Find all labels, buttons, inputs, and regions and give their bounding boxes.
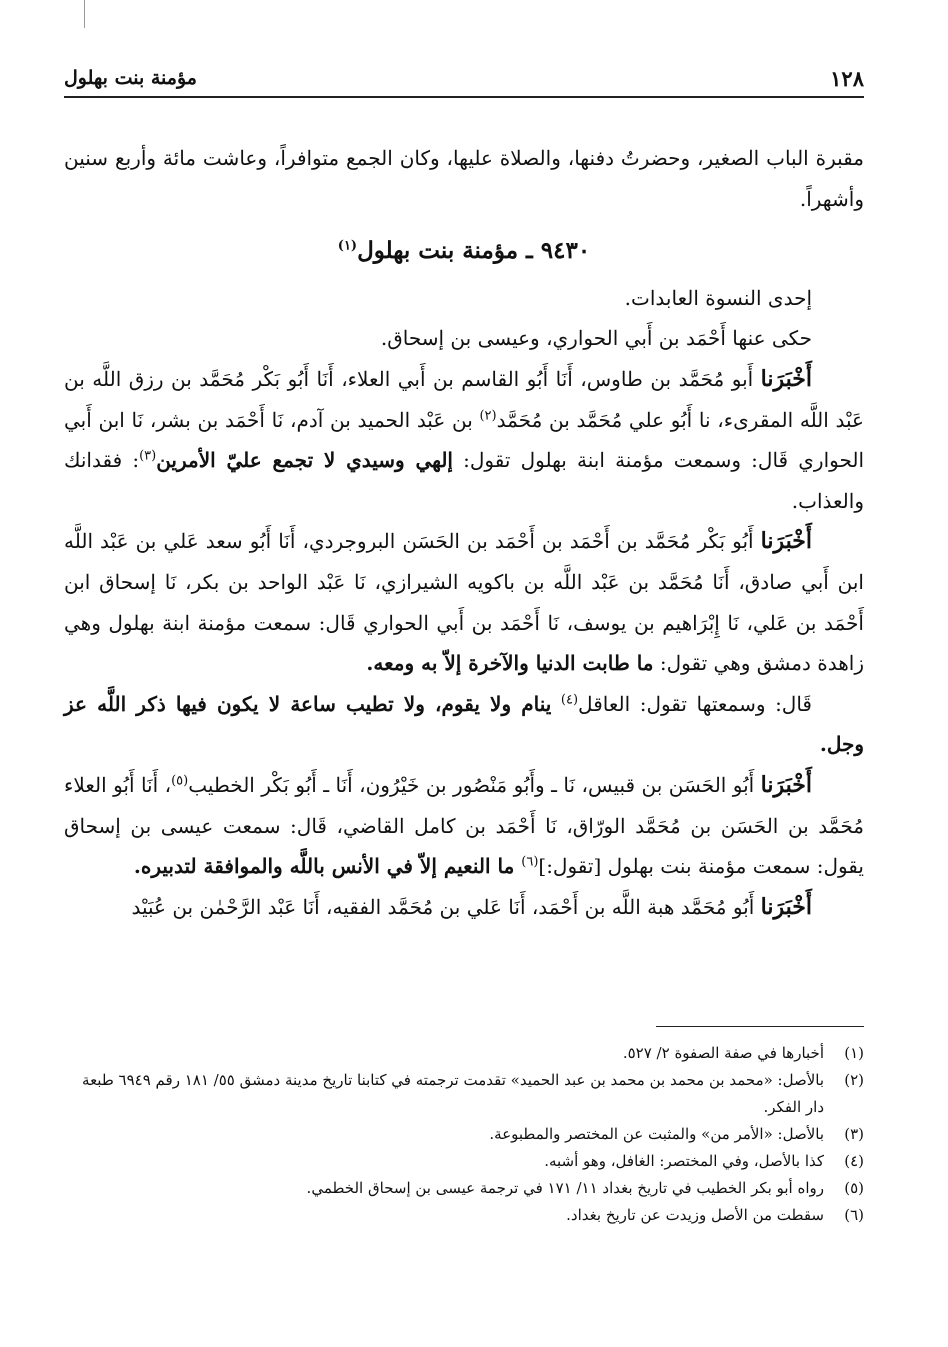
page-header [64, 60, 864, 98]
footnote-text: سقطت من الأصل وزيدت عن تاريخ بغداد. [566, 1206, 824, 1224]
footnote [64, 1202, 864, 1229]
footnote-ref-6: (٦) [521, 854, 539, 870]
footnote-number: (٦) [844, 1206, 864, 1224]
footnotes [64, 1040, 864, 1229]
book-page [64, 0, 864, 1347]
footnote-number: (٥) [844, 1179, 864, 1197]
footnote-number: (٢) [844, 1071, 864, 1089]
paragraph-report-3 [64, 684, 864, 765]
entry-heading [64, 231, 864, 272]
footnote-separator [656, 1026, 864, 1027]
footnote-text: بالأصل: «محمد بن محمد بن محمد بن عبد الحميد» تقدمت ترجمته في كتابنا تاريخ مدينة دمشق ٥٥/ ١٨١ رقم ٦٩٤٩ طبعة دار الفكر. [82, 1071, 824, 1116]
footnote-ref-1: (١) [337, 238, 358, 254]
quote-text: ينام ولا يقوم، ولا تطيب ساعة لا يكون فيها ذكر اللَّه عز وجل. [64, 691, 864, 757]
chain-text: أَبو مُحَمَّد بن طاوس، أَنَا أَبُو القاسم بن أَبي العلاء، أَنَا أَبُو بَكْر مُحَمَّد بن رزق اللَّه بن عَبْد اللَّه المقرىء، نا أَبُو علي مُحَمَّد بن مُحَمَّد [64, 366, 864, 432]
paragraph-report-5 [64, 887, 864, 928]
paragraph-continuation: مقبرة الباب الصغير، وحضرتُ دفنها، والصلاة عليها، وكان الجمع متوافراً، وعاشت مائة وأربع سنين وأشهراً. [64, 146, 864, 211]
footnote [64, 1040, 864, 1067]
footnote-number: (٤) [844, 1152, 864, 1170]
paragraph-report-1 [64, 359, 864, 521]
running-title: مؤمنة بنت بهلول [64, 67, 197, 89]
footnote-number: (١) [844, 1044, 864, 1062]
quote-text: ما النعيم إلاّ في الأنس باللَّه والموافقة لتدبيره. [133, 854, 522, 879]
akhbarana-marker: أَخْبَرَنا [760, 893, 812, 920]
quote-text: إلهي وسيدي لا تجمع عليّ الأمرين [156, 448, 453, 473]
main-text [64, 138, 864, 927]
akhbarana-marker: أَخْبَرَنا [760, 771, 812, 798]
spacer-text [551, 692, 561, 716]
footnote-ref-2: (٢) [479, 407, 497, 423]
footnote [64, 1067, 864, 1121]
footnote [64, 1121, 864, 1148]
akhbarana-marker: أَخْبَرَنا [760, 365, 812, 392]
chain-text: ، أَنَا أَبُو العلاء مُحَمَّد بن الحَسَن بن مُحَمَّد الورّاق، نَا أَحْمَد بن كامل القاضي، قَال: سمعت عيسى بن إسحاق يقول: سمعت مؤمنة بنت بهلول [تقول:] [64, 772, 864, 879]
footnote-text: كذا بالأصل، وفي المختصر: الغافل، وهو أشبه. [544, 1152, 824, 1170]
footnote-text: أخبارها في صفة الصفوة ٢/ ٥٢٧. [622, 1044, 824, 1062]
entry-heading-text: ٩٤٣٠ ـ مؤمنة بنت بهلول [357, 237, 591, 265]
page-number: ١٢٨ [830, 65, 864, 91]
footnote-ref-3: (٣) [139, 448, 157, 464]
akhbarana-marker: أَخْبَرَنا [760, 528, 812, 555]
paragraph-narrators: حكى عنها أَحْمَد بن أَبي الحواري، وعيسى بن إسحاق. [380, 326, 812, 351]
footnote-text: رواه أبو بكر الخطيب في تاريخ بغداد ١١/ ١٧١ في ترجمة عيسى بن إسحاق الخطمي. [306, 1179, 824, 1197]
chain-text: قَال: وسمعتها تقول: العاقل [578, 691, 812, 716]
paragraph-intro: إحدى النسوة العابدات. [624, 285, 812, 310]
footnote-ref-4: (٤) [560, 692, 579, 708]
footnote [64, 1175, 864, 1202]
paragraph-report-4 [64, 765, 864, 887]
chain-text: بن عَبْد الحميد بن آدم، نَا أَحْمَد بن بشر، نَا ابن أَبي الحواري قَال: وسمعت مؤمنة ابنة بهلول تقول: [64, 407, 865, 473]
quote-text: ما طابت الدنيا والآخرة إلاّ به ومعه. [366, 651, 654, 676]
footnote-ref-5: (٥) [171, 773, 189, 789]
quote-text: : فقدانك والعذاب. [64, 448, 864, 513]
chain-text: أَبُو الحَسَن بن قبيس، نَا ـ وأَبُو مَنْصُور بن خَيْرُون، أَنَا ـ أَبُو بَكْر الخطيب [188, 772, 761, 797]
chain-text: أَبُو بَكْر مُحَمَّد بن أَحْمَد بن أَحْمَد بن الحَسَن البروجردي، أَنَا أَبُو سعد عَلي بن عَبْد اللَّه ابن أَبي صادق، أَنَا مُحَمَّد بن عَبْد اللَّه بن باكويه الشيرازي، نَا عَبْد الواحد بن بكر، نَا إسحاق ابن أَحْمَد بن عَلي، نَا إِبْرَاهيم بن يوسف، نَا أَحْمَد بن أَبي الحواري قَال: سمعت مؤمنة ابنة بهلول وهي زاهدة دمشق وهي تقول: [64, 529, 864, 676]
paragraph-report-2 [64, 521, 864, 683]
footnote-text: بالأصل: «الأمر من» والمثبت عن المختصر والمطبوعة. [489, 1125, 824, 1143]
footnote [64, 1148, 864, 1175]
chain-text: أَبُو مُحَمَّد هبة اللَّه بن أَحْمَد، أَنَا عَلي بن مُحَمَّد الفقيه، أَنَا عَبْد الرَّحْمٰن بن عُبَيْد [131, 894, 761, 919]
footnote-number: (٣) [844, 1125, 864, 1143]
